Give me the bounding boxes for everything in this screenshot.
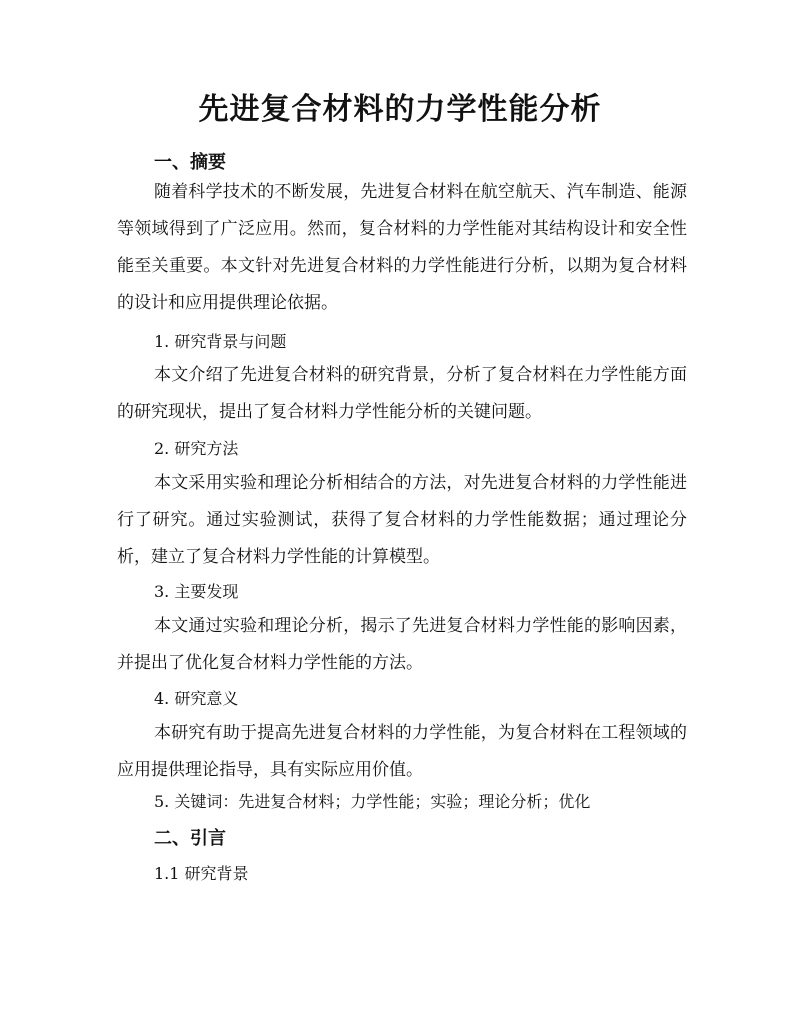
section-3-heading: 3. 主要发现 xyxy=(154,582,239,601)
section-3-paragraph: 本文通过实验和理论分析，揭示了先进复合材料力学性能的影响因素，并提出了优化复合材料力学性能的方法。 xyxy=(117,616,687,673)
background-subheading: 1.1 研究背景 xyxy=(154,864,249,883)
section-4-heading: 4. 研究意义 xyxy=(154,689,239,708)
section-1-heading: 1. 研究背景与问题 xyxy=(154,332,287,351)
introduction-heading: 二、引言 xyxy=(154,828,226,849)
section-1-paragraph: 本文介绍了先进复合材料的研究背景，分析了复合材料在力学性能方面的研究现状，提出了复合材料力学性能分析的关键问题。 xyxy=(117,365,687,422)
section-2-heading: 2. 研究方法 xyxy=(154,439,239,458)
keywords-line: 5. 关键词：先进复合材料；力学性能；实验；理论分析；优化 xyxy=(154,792,591,811)
section-2-paragraph: 本文采用实验和理论分析相结合的方法，对先进复合材料的力学性能进行了研究。通过实验测试，获得了复合材料的力学性能数据；通过理论分析，建立了复合材料力学性能的计算模型。 xyxy=(117,473,687,567)
document-title: 先进复合材料的力学性能分析 xyxy=(198,92,602,127)
section-4-paragraph: 本研究有助于提高先进复合材料的力学性能，为复合材料在工程领域的应用提供理论指导，具有实际应用价值。 xyxy=(117,723,687,780)
abstract-heading: 一、摘要 xyxy=(154,152,226,173)
abstract-paragraph: 随着科学技术的不断发展，先进复合材料在航空航天、汽车制造、能源等领域得到了广泛应用。然而，复合材料的力学性能对其结构设计和安全性能至关重要。本文针对先进复合材料的力学性能进行分析，以期为复合材料的设计和应用提供理论依据。 xyxy=(117,182,687,313)
